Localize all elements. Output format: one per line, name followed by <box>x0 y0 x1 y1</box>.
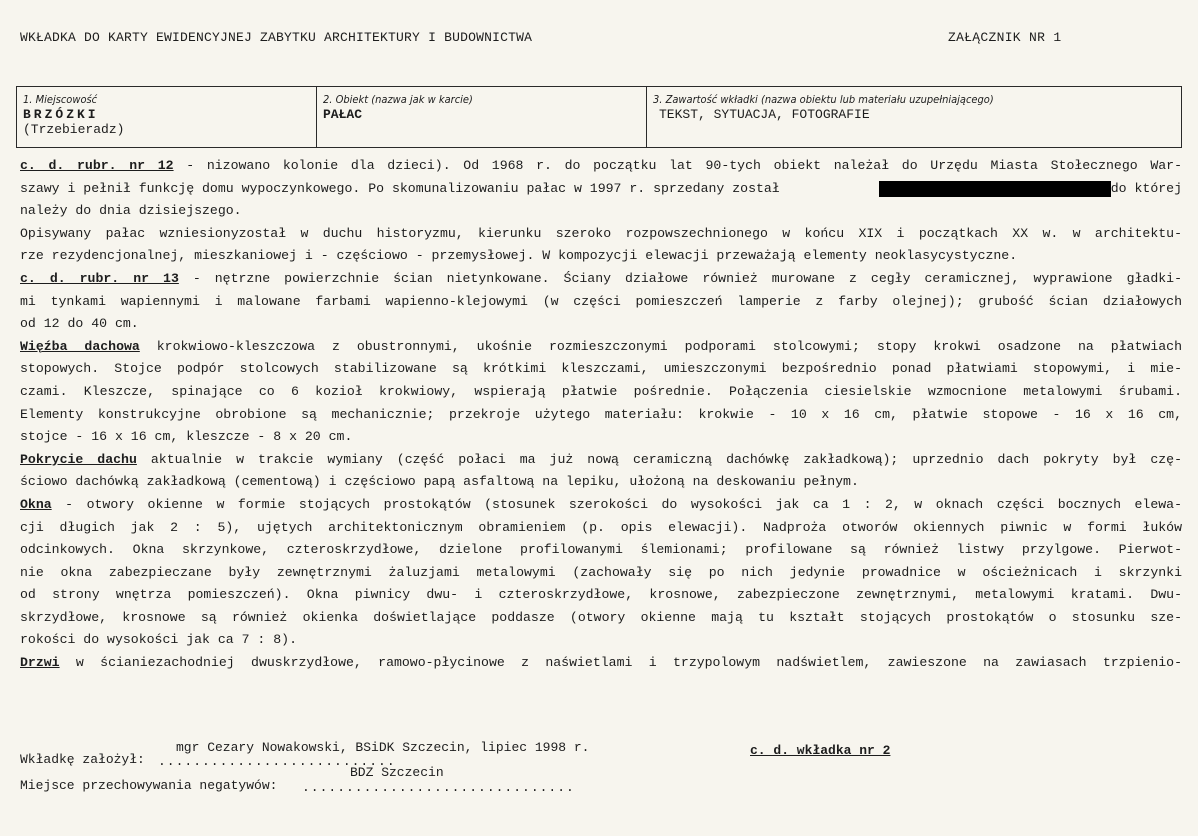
continuation-text <box>20 155 1182 675</box>
object-value: PAŁAC <box>323 107 363 122</box>
text-span: - nętrzne powierzchnie ścian nietynkowane. Ściany działowe również murowane z cegły ceramicznej, wyprawione gładki- <box>178 270 1182 286</box>
text-span: - otwory okienne w formie stojących prostokątów (stosunek szerokości do wysokości jak ca 1 : 2, w oknach części bocznych elewa- <box>51 496 1182 512</box>
text-line <box>20 449 1182 472</box>
content-cell <box>647 87 1181 147</box>
section-heading: c. d. rubr. nr 12 <box>20 158 174 173</box>
storage-label: Miejsce przechowywania negatywów: <box>20 778 278 793</box>
text-line: stopowych. Stojce podpór stolcowych stabilizowane są krótkimi kleszczami, umieszczonymi bezpośrednio ponad płatwiami stopowymi, i mie- <box>20 361 1182 377</box>
founded-by-dots: ........................... <box>158 754 396 769</box>
locality-subtitle: (Trzebieradz) <box>23 122 125 137</box>
object-label: 2. Obiekt (nazwa jak w karcie) <box>323 93 473 106</box>
text-span: do której <box>1110 180 1182 196</box>
text-line <box>20 268 1182 291</box>
text-span: - nizowano kolonie dla dzieci). Od 1968 r. do początku lat 90-tych obiekt należał do Urzędu Miasta Stołecznego War- <box>173 158 1182 173</box>
section-heading: Okna <box>20 496 52 512</box>
object-cell <box>317 87 647 147</box>
next-insert-label: c. d. wkładka nr 2 <box>750 743 891 758</box>
text-span: szawy i pełnił funkcję domu wypoczynkowego. Po skomunalizowaniu pałac w 1997 r. sprzedany został <box>20 180 780 196</box>
content-value: TEKST, SYTUACJA, FOTOGRAFIE <box>659 107 870 122</box>
storage-dots: ............................... <box>302 780 575 795</box>
text-line: od strony wnętrza pomieszczeń). Okna piwnicy dwu- i czteroskrzydłowe, krosnowe, zabezpieczone zewnętrznymi, metalowymi kratami. Dwu- <box>20 587 1182 603</box>
text-line <box>20 652 1182 675</box>
text-line: rze rezydencjonalnej, mieszkaniowej i - częściowo - przemysłowej. W kompozycji elewacji przeważają elementy neoklasycystyczne. <box>20 248 1018 264</box>
founded-by-value: mgr Cezary Nowakowski, BSiDK Szczecin, lipiec 1998 r. <box>176 740 590 755</box>
text-span: w ścianiezachodniej dwuskrzydłowe, ramowo-płycinowe z naświetlami i trzypolowym nadświetlem, zawieszone na zawiasach trzpienio- <box>59 655 1182 671</box>
locality-label: 1. Miejscowość <box>23 93 98 106</box>
text-line: odcinkowych. Okna skrzynkowe, czteroskrzydłowe, dzielone profilowanymi ślemionami; profilowane są również listwy przylgowe. Pierwot- <box>20 542 1182 558</box>
text-line: od 12 do 40 cm. <box>20 316 139 332</box>
section-heading: Pokrycie dachu <box>20 451 137 467</box>
text-line: stojce - 16 x 16 cm, kleszcze - 8 x 20 cm. <box>20 429 353 445</box>
text-line <box>20 494 1182 517</box>
redaction-bar <box>879 181 1111 197</box>
text-line <box>20 155 1182 178</box>
text-line: należy do dnia dzisiejszego. <box>20 203 242 219</box>
locality-cell <box>17 87 317 147</box>
text-line: rokości do wysokości jak ca 7 : 8). <box>20 632 297 648</box>
section-heading: Drzwi <box>20 655 60 671</box>
text-span: krokwiowo-kleszczowa z obustronnymi, ukośnie rozmieszczonymi podporami stolcowymi; stopy krokwi osadzone na płatwiach <box>139 338 1183 354</box>
section-heading: Więźba dachowa <box>20 338 140 354</box>
text-line: skrzydłowe, krosnowe są również okienka doświetlające poddasze (otwory okienne mają tu kształt stojących prostokątów o stosunku sze- <box>20 609 1182 625</box>
storage-value: BDZ Szczecin <box>350 765 444 780</box>
text-line: Opisywany pałac wzniesionyzostał w duchu historyzmu, kierunku szeroko rozpowszechnionego w końcu XIX i początkach XX w. w architektu- <box>20 225 1182 241</box>
text-span: aktualnie w trakcie wymiany (część połaci ma już nową ceramiczną dachówkę zakładkową); uprzednio dach pokryty był czę- <box>136 451 1182 467</box>
text-line: mi tynkami wapiennymi i malowane farbami wapienno-klejowymi (w części pomieszczeń lamperie z farby olejnej); grubość ścian działowych <box>20 293 1182 309</box>
text-line: czami. Kleszcze, spinające co 6 kozioł krokwiowy, wspierają płatwie pośrednie. Połączenia ciesielskie wzmocnione metalowymi śrubami. <box>20 383 1182 399</box>
document-title: WKŁADKA DO KARTY EWIDENCYJNEJ ZABYTKU ARCHITEKTURY I BUDOWNICTWA <box>20 30 533 45</box>
text-line <box>20 336 1182 359</box>
locality-value: BRZÓZKI <box>23 107 99 122</box>
text-line <box>20 178 1182 201</box>
text-line: Elementy konstrukcyjne obrobione są mechanicznie; przekroje użytego materiału: krokwie - 10 x 16 cm, płatwie stopowe - 16 x 16 cm, <box>20 406 1182 422</box>
text-line: nie okna zabezpieczane były zewnętrznymi żaluzjami metalowymi (zachowały się po nich jedynie prowadnice w ościeżnicach i skrzynki <box>20 564 1182 580</box>
text-line: cji długich jak 2 : 5), ujętych architektonicznym obramieniem (p. opis elewacji). Nadproża otworów okiennych piwnic w formi łuków <box>20 519 1182 535</box>
section-heading: c. d. rubr. nr 13 <box>20 270 179 286</box>
header-fields-box <box>16 86 1182 148</box>
attachment-number: ZAŁĄCZNIK NR 1 <box>948 30 1062 45</box>
founded-by-label: Wkładkę założył: <box>20 752 145 767</box>
text-line: ściowo dachówką zakładkową (cementową) i częściowo papą asfaltową na lepiku, ułożoną na deskowaniu pełnym. <box>20 474 859 490</box>
content-label: 3. Zawartość wkładki (nazwa obiektu lub materiału uzupełniającego) <box>653 93 994 106</box>
